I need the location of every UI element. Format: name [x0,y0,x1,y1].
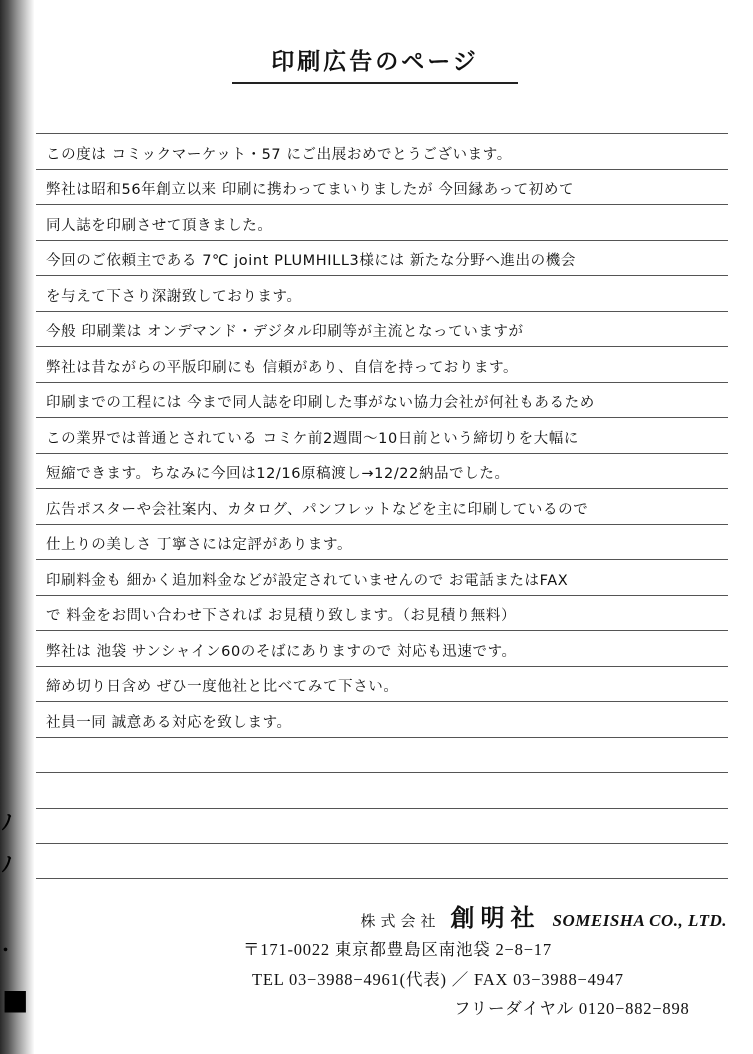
ruled-line [36,666,728,702]
gutter-glyph-mark: ﾉ [2,852,12,876]
company-name: 創明社 [450,903,541,932]
ruled-line [36,737,728,773]
company-tel-fax: TEL 03−3988−4961(代表) ／ FAX 03−3988−4947 [252,970,624,989]
ruled-line [36,701,728,737]
ruled-line [36,843,728,879]
body-text-line: 締め切り日含め ぜひ一度他社と比べてみて下さい。 [46,679,399,695]
body-text-line: 弊社は昔ながらの平版印刷にも 信頼があり、自信を持っております。 [46,359,519,376]
ruled-text-block [36,133,728,863]
ruled-line [36,346,728,382]
ruled-line [36,524,728,560]
ruled-line [36,417,728,453]
gutter-glyph-mark: . [2,932,9,956]
ruled-line [36,630,728,666]
ruled-line [36,453,728,489]
company-english-name: SOMEISHA CO., LTD. [552,911,727,930]
body-text-line: この度は コミックマーケット・57 にご出展おめでとうございます。 [46,146,512,163]
ruled-line [36,772,728,808]
body-text-line: 仕上りの美しさ 丁寧さには定評があります。 [46,537,353,553]
page-title: 印刷広告のページ [232,44,518,84]
body-text-line: 印刷料金も 細かく追加料金などが設定されていませんので お電話またはFAX [46,572,569,589]
ruled-line [36,559,728,595]
body-text-line: 弊社は昭和56年創立以来 印刷に携わってまいりましたが 今回縁あって初めて [46,182,575,198]
ruled-line [36,808,728,844]
body-text-line: 今回のご依頼主である 7℃ joint PLUMHILL3様には 新たな分野へ進出の機会 [46,253,576,269]
body-text-line: この業界では普通とされている コミケ前2週間～10日前という締切りを大幅に [46,430,579,447]
body-text-line: 短縮できます。ちなみに今回は12/16原稿渡し→12/22納品でした。 [46,466,510,482]
body-text-line: 弊社は 池袋 サンシャイン60のそばにありますので 対応も迅速です。 [46,643,517,660]
company-prefix: 株式会社 [360,912,441,930]
ruled-line [36,133,728,169]
company-signature [361,898,728,933]
ruled-line [36,169,728,205]
ruled-line [36,311,728,347]
body-text-line: 同人誌を印刷させて頂きました。 [46,217,273,234]
company-address: 〒171-0022 東京都豊島区南池袋 2−8−17 [243,940,552,959]
ruled-line [36,382,728,418]
binding-gutter [0,0,34,1054]
body-text-line: 社員一同 誠意ある対応を致します。 [46,714,292,731]
company-freedial: フリーダイヤル 0120−882−898 [454,999,690,1018]
ruled-line [36,488,728,524]
body-text-line: 印刷までの工程には 今まで同人誌を印刷した事がない協力会社が何社もあるため [46,395,595,411]
body-text-line: 今般 印刷業は オンデマンド・デジタル印刷等が主流となっていますが [46,324,524,340]
ruled-line [36,595,728,631]
ruled-line [36,240,728,276]
body-text-line: で 料金をお問い合わせ下されば お見積り致します。（お見積り無料） [46,608,517,624]
gutter-glyph-mark: ■ [2,983,29,1016]
body-text-line: を与えて下さり深謝致しております。 [46,288,302,305]
gutter-glyph-mark: ﾉ [2,810,12,834]
ruled-line [36,204,728,240]
ruled-line [36,275,728,311]
body-text-line: 広告ポスターや会社案内、カタログ、パンフレットなどを主に印刷しているので [46,501,589,518]
